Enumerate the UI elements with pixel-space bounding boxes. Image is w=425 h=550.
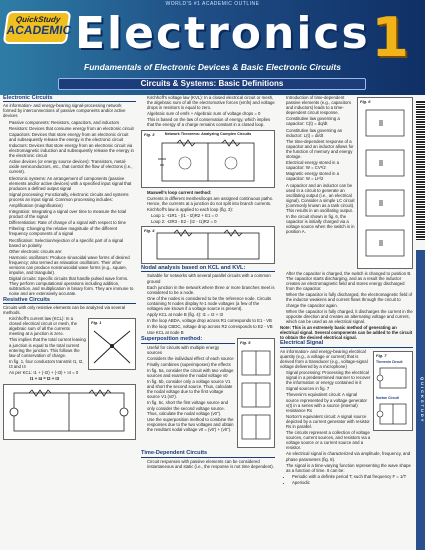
list-item: • In fig. 5b, consider only a voltage source V1 and short the second source. Thus, calculate the nodal voltage due to the first voltage source V1 (v0'). bbox=[147, 379, 235, 399]
list-item: • Active devices (or energy source devices): Transistors, metal-oxide semiconductors, etc., that control the flow of electrons (i.e., current). bbox=[9, 159, 136, 174]
list-item: • Resistors: Devices that consume energy from an electronic circuit bbox=[9, 126, 136, 131]
list-item: • Useful for circuits with multiple energy sources bbox=[147, 345, 235, 355]
list-item: • Suitable for networks with several parallel circuits with a common ground bbox=[147, 273, 275, 283]
signal-characteristics-list bbox=[280, 451, 413, 485]
figure-2 bbox=[3, 384, 136, 440]
list-item: • Use the superposition method to combine the responses due to the two voltages and obtain the resultant nodal voltage v0 = (v0') + (v0''). bbox=[147, 417, 235, 432]
list-item: • Aperiodic bbox=[292, 480, 413, 485]
list-item: • Capacitors: Devices that store energy from an electronic circuit and subsequently release the energy in the electronic circuit bbox=[9, 132, 136, 142]
list-item: • Passive components: Resistors, capacitors, and inductors bbox=[9, 120, 136, 125]
volume-number: 1 bbox=[371, 6, 409, 69]
superposition-diagrams bbox=[238, 339, 274, 447]
norton-label: Norton Circuit bbox=[376, 395, 399, 400]
tagline: WORLD'S #1 ACADEMIC OUTLINE bbox=[165, 1, 260, 7]
list-item: • Harmonic oscillators: Produce sinusoidal wave forms of desired frequency; also termed as relaxation oscillators. Their other versions can produce nonsinusoidal wave forms (e.g., square, impulse, and triangular). bbox=[9, 255, 136, 275]
list-item: • Apply KCL at node B (fig. 4): I1 = I2 + I3 bbox=[147, 312, 275, 317]
network-theorem-diagram bbox=[142, 131, 274, 187]
figure-7 bbox=[373, 351, 413, 431]
list-item: • Currents in different meshes/loops are assigned continuous paths. Hence, the currents at a junction do not split into branch currents. bbox=[147, 196, 275, 206]
nodal-list bbox=[141, 273, 275, 335]
list-item: • Filtering: Changing the relative magnitude of the different frequency components of a signal bbox=[9, 226, 136, 236]
note: Note: This is an extremely basic method of generating an electrical signal. Several components can be added to the circuit to obtain the desired electrical signal. bbox=[280, 324, 413, 341]
list-item: • This implies that the total current leaving a junction is equal to the total current entering the junction. This follows the law of conservation of charge. bbox=[9, 337, 86, 357]
list-item: • Algebraic sum of emfs + Algebraic sum of voltage drops = 0 bbox=[147, 111, 275, 116]
list-item: • The circuits represent a collection of voltage sources, current sources, and resistors via a voltage source or a current source and a resistor. bbox=[286, 430, 371, 450]
column-3 bbox=[280, 95, 413, 550]
list-item: • Constitutive law governing a capacitor: C(t) = dq/dt bbox=[286, 116, 355, 126]
list-item: • Digital circuits: Specific circuits that handle pulsed wave forms. They perform computational operations including addition, subtraction, and multiplication in binary form. They are immune to noise and are extensively accurate. bbox=[9, 276, 136, 296]
heading-nodal-analysis: Nodal analysis based on KCL and KVL: bbox=[141, 266, 275, 272]
figure-label: Fig. 4 bbox=[144, 228, 155, 234]
list-item: • Use KCL at node B bbox=[147, 330, 275, 335]
list-item: • Electrical energy stored in a capacitor: W = CV²/2 bbox=[286, 160, 355, 170]
list-item: • Kirchhoff's law is applied to each loop (fig. 3): bbox=[147, 207, 275, 212]
list-item: • Finally combines (superimposes) the effects bbox=[147, 362, 235, 367]
lc-tank-circuit-diagrams bbox=[358, 98, 412, 268]
list-item: • Other electronic circuits are: bbox=[9, 249, 136, 254]
list-item: • As per KCL: I1 + (-I2) + (-I3) + I4 = 0 bbox=[9, 370, 86, 375]
signal-list bbox=[280, 370, 371, 450]
content-area bbox=[0, 95, 415, 550]
heading-superposition: Superposition method: bbox=[141, 337, 235, 343]
list-item: • In fig. 5c, short the first voltage source and only consider the second voltage source. Thus, calculate the nodal voltage (v0''). bbox=[147, 400, 235, 415]
header-banner bbox=[0, 0, 425, 95]
figure-3 bbox=[141, 130, 275, 188]
resistor-circuit-diagram bbox=[4, 385, 135, 439]
heading-time-dependent: Time-Dependent Circuits bbox=[141, 451, 275, 457]
tank-circuit-list bbox=[280, 271, 413, 324]
section-title-bar: Circuits & Systems: Basic Definitions bbox=[58, 78, 366, 90]
column-1 bbox=[3, 95, 136, 550]
figure-label: Fig. 7 bbox=[376, 352, 387, 358]
page-title: Electronics bbox=[75, 8, 370, 59]
figure-caption: Network Theorems: Analyzing Complex Circuits bbox=[164, 131, 252, 136]
list-item: • Considers the individual effect of each source bbox=[147, 356, 235, 361]
figure-label: Fig. 6 bbox=[360, 99, 371, 104]
loop-equation-2: Loop 2: -I2R3 - E2 - (I2 - I1)R2 = 0 bbox=[151, 219, 217, 225]
list-item: • In the loop ABDA, voltage drop across R1 corresponds to E1 - VB bbox=[147, 318, 275, 323]
list-item: • In fig. 1, four conductors transmit I1, I2, I3 and I4 bbox=[9, 359, 86, 369]
list-item: • Constitutive law governing an inductor: L(t) = di/dt bbox=[286, 128, 355, 138]
maxwell-list bbox=[141, 190, 275, 212]
figure-label: Fig. 1 bbox=[91, 320, 102, 326]
list-item: • In fig. 5a, consider the circuit with two voltage sources and examine the nodal voltage v0 bbox=[147, 368, 235, 378]
list-item: • The signal is a time-varying function representing the wave shape as a function of time. It can be: bbox=[286, 463, 413, 473]
paragraph: An information- and energy-bearing electrical quantity (e.g., a voltage or current) that is derived from a transducer (e.g., voltage-signal voltage delivered by a microphone) bbox=[280, 348, 368, 369]
quickstudy-logo bbox=[3, 11, 72, 44]
kcl-equation: I1 + I4 = I2 + I3 bbox=[29, 376, 60, 382]
list-item: • Norton's equivalent circuit: A signal source depicted by a current generator with resistor Rs in parallel. bbox=[286, 414, 371, 429]
loop-equation-1: Loop 1: -I1R1 - (I1 - I2)R2 + E1 = 0 bbox=[151, 212, 218, 218]
list-item: • An electrical signal is characterized via amplitude, frequency, and phase parameters (fig. 8). bbox=[286, 451, 413, 461]
paragraph: Circuits with only resistive elements can be analyzed via several methods. bbox=[3, 304, 126, 315]
list-item: • Magnetic energy stored in a capacitor: W = LI²/2 bbox=[286, 171, 355, 181]
capacitor-inductor-list bbox=[280, 95, 355, 234]
figure-label: Fig. 3 bbox=[144, 131, 155, 137]
list-item: • Amplification (magnification) bbox=[9, 203, 136, 208]
list-item: • Maxwell's loop current method: bbox=[147, 190, 275, 195]
junction-diagram bbox=[89, 319, 135, 369]
list-item: • Electronic systems: An arrangement of components (passive elements and/or active devices) with a specified input signal that produces a defined output signal bbox=[9, 176, 136, 191]
nodal-circuit-diagram bbox=[142, 227, 274, 263]
figure-label: Fig. 5 bbox=[240, 340, 251, 346]
figure-4 bbox=[141, 226, 275, 264]
thevenin-label: Thevenin Circuit bbox=[376, 359, 403, 364]
list-item: • This is based on the law of conservation of energy, which implies that the energy of a charge remains constant in a closed loop. bbox=[147, 117, 275, 127]
heading-electronic-circuits: Electronic Circuits bbox=[3, 96, 136, 102]
list-item: • Inductors: Devices that store energy from an electronic circuit via electromagnetic induction and subsequently release the energy in the electronic circuit bbox=[9, 143, 136, 158]
kvl-list bbox=[141, 95, 275, 128]
page-subtitle: Fundamentals of Electronic Devices & Basic Electronic Circuits bbox=[84, 62, 341, 72]
list-item: • After the capacitor is charged, the switch is changed to position B. The capacitor starts discharging, and as a result the inductor creates an electromagnetic field and stores energy discharged from the capacitor. bbox=[286, 271, 413, 291]
list-item: • Kirchhoff's current law (KCL): In a closed electrical circuit or mesh, the algebraic sum of all the currents meeting at a junction is zero. bbox=[9, 316, 86, 336]
list-item: • The time-dependent response of a capacitor and an inductor allows for the function of memory and energy storage. bbox=[286, 139, 355, 159]
column-2 bbox=[141, 95, 275, 550]
list-item: • Kirchhoff's voltage law (KVL): In a closed electrical circuit or mesh, the algebraic sum of all the electromotive forces (emfs) and voltage drops in resistors is equal to zero. bbox=[147, 95, 275, 110]
list-item: • In the loop CBDC, voltage drop across R2 corresponds to E2 - VB bbox=[147, 324, 275, 329]
list-item: • When the capacitor is fully discharged, the electromagnetic field of the inductor weakens and current flows through the circuit to charge the capacitor again. bbox=[286, 292, 413, 307]
figure-6 bbox=[357, 97, 413, 269]
list-item: • When the capacitor is fully charged, it discharges the current in the opposite direction and creates an alternating voltage and current, which can be used as an electrical signal. bbox=[286, 309, 413, 324]
list-item: • Signal sources in fig. 7 bbox=[286, 386, 371, 391]
list-item: • Integration: Integrating a signal over time to measure the total product of the signal bbox=[9, 209, 136, 219]
figure-1 bbox=[88, 318, 136, 370]
list-item: • Circuit responses with passive elements can be considered instantaneous and static (i.e., the response is not time dependent). bbox=[147, 459, 275, 469]
list-item: • One of the nodes is considered to be the reference node. Circuits containing N nodes display N-1 node voltages (a few of the voltages are known if a voltage source is present). bbox=[147, 296, 275, 311]
logo-bottom-text: ACADEMIC bbox=[5, 23, 73, 37]
list-item: • Periodic with a definite period T; such that frequency F = 1/T bbox=[292, 474, 413, 479]
side-strip-text: QUICKSTUDY bbox=[420, 376, 425, 424]
kcl-list bbox=[3, 316, 86, 375]
list-item: • Each junction in the network where three or more branches meet is considered to be a node. bbox=[147, 285, 275, 295]
list-item: • In the circuit shown in fig. 6, the capacitor is initially charged via a voltage source when the switch is in position A. bbox=[286, 214, 355, 234]
side-strip bbox=[416, 250, 425, 550]
heading-resistive-circuits: Resistive Circuits bbox=[3, 298, 136, 304]
list-item: • A capacitor and an inductor can be used in a circuit to generate an oscillating output (i.e., an electrical signal). Consider a simple LC circuit (commonly known as a tank circuit). This results in an oscillating output. bbox=[286, 183, 355, 214]
list-item: • Differentiation: Rate of change of a signal with respect to time bbox=[9, 220, 136, 225]
time-dependent-list bbox=[141, 459, 275, 469]
list-item: • Rectification: Selection/rejection of a specific part of a signal based on polarity bbox=[9, 238, 136, 248]
logo-top-text: QuickStudy bbox=[15, 15, 61, 24]
definitions-list bbox=[3, 120, 136, 297]
figure-5 bbox=[237, 338, 275, 448]
superposition-list bbox=[141, 345, 235, 433]
heading-electrical-signal: Electrical Signal bbox=[280, 341, 413, 347]
paragraph: An information- and energy-bearing signal-processing network formed by interconnections of passive components and/or active devices bbox=[3, 103, 126, 119]
list-item: • Introduction of time-dependent passive elements (e.g., capacitors and inductors) leads to a time-dependent circuit response. bbox=[286, 95, 355, 115]
list-item: • Thevenin's equivalent circuit: A signal source represented by a voltage generator v(t) in a series with a source (internal) resistance Rs bbox=[286, 392, 371, 412]
barcode bbox=[416, 100, 425, 240]
list-item: • Signal processing: Functionally, electronic circuits and systems process an input signal. Common processing includes: bbox=[9, 192, 136, 202]
list-item: • Signal processing: Processing the electrical signal in a predetermined manner to recover the information or energy contained in it bbox=[286, 370, 371, 385]
